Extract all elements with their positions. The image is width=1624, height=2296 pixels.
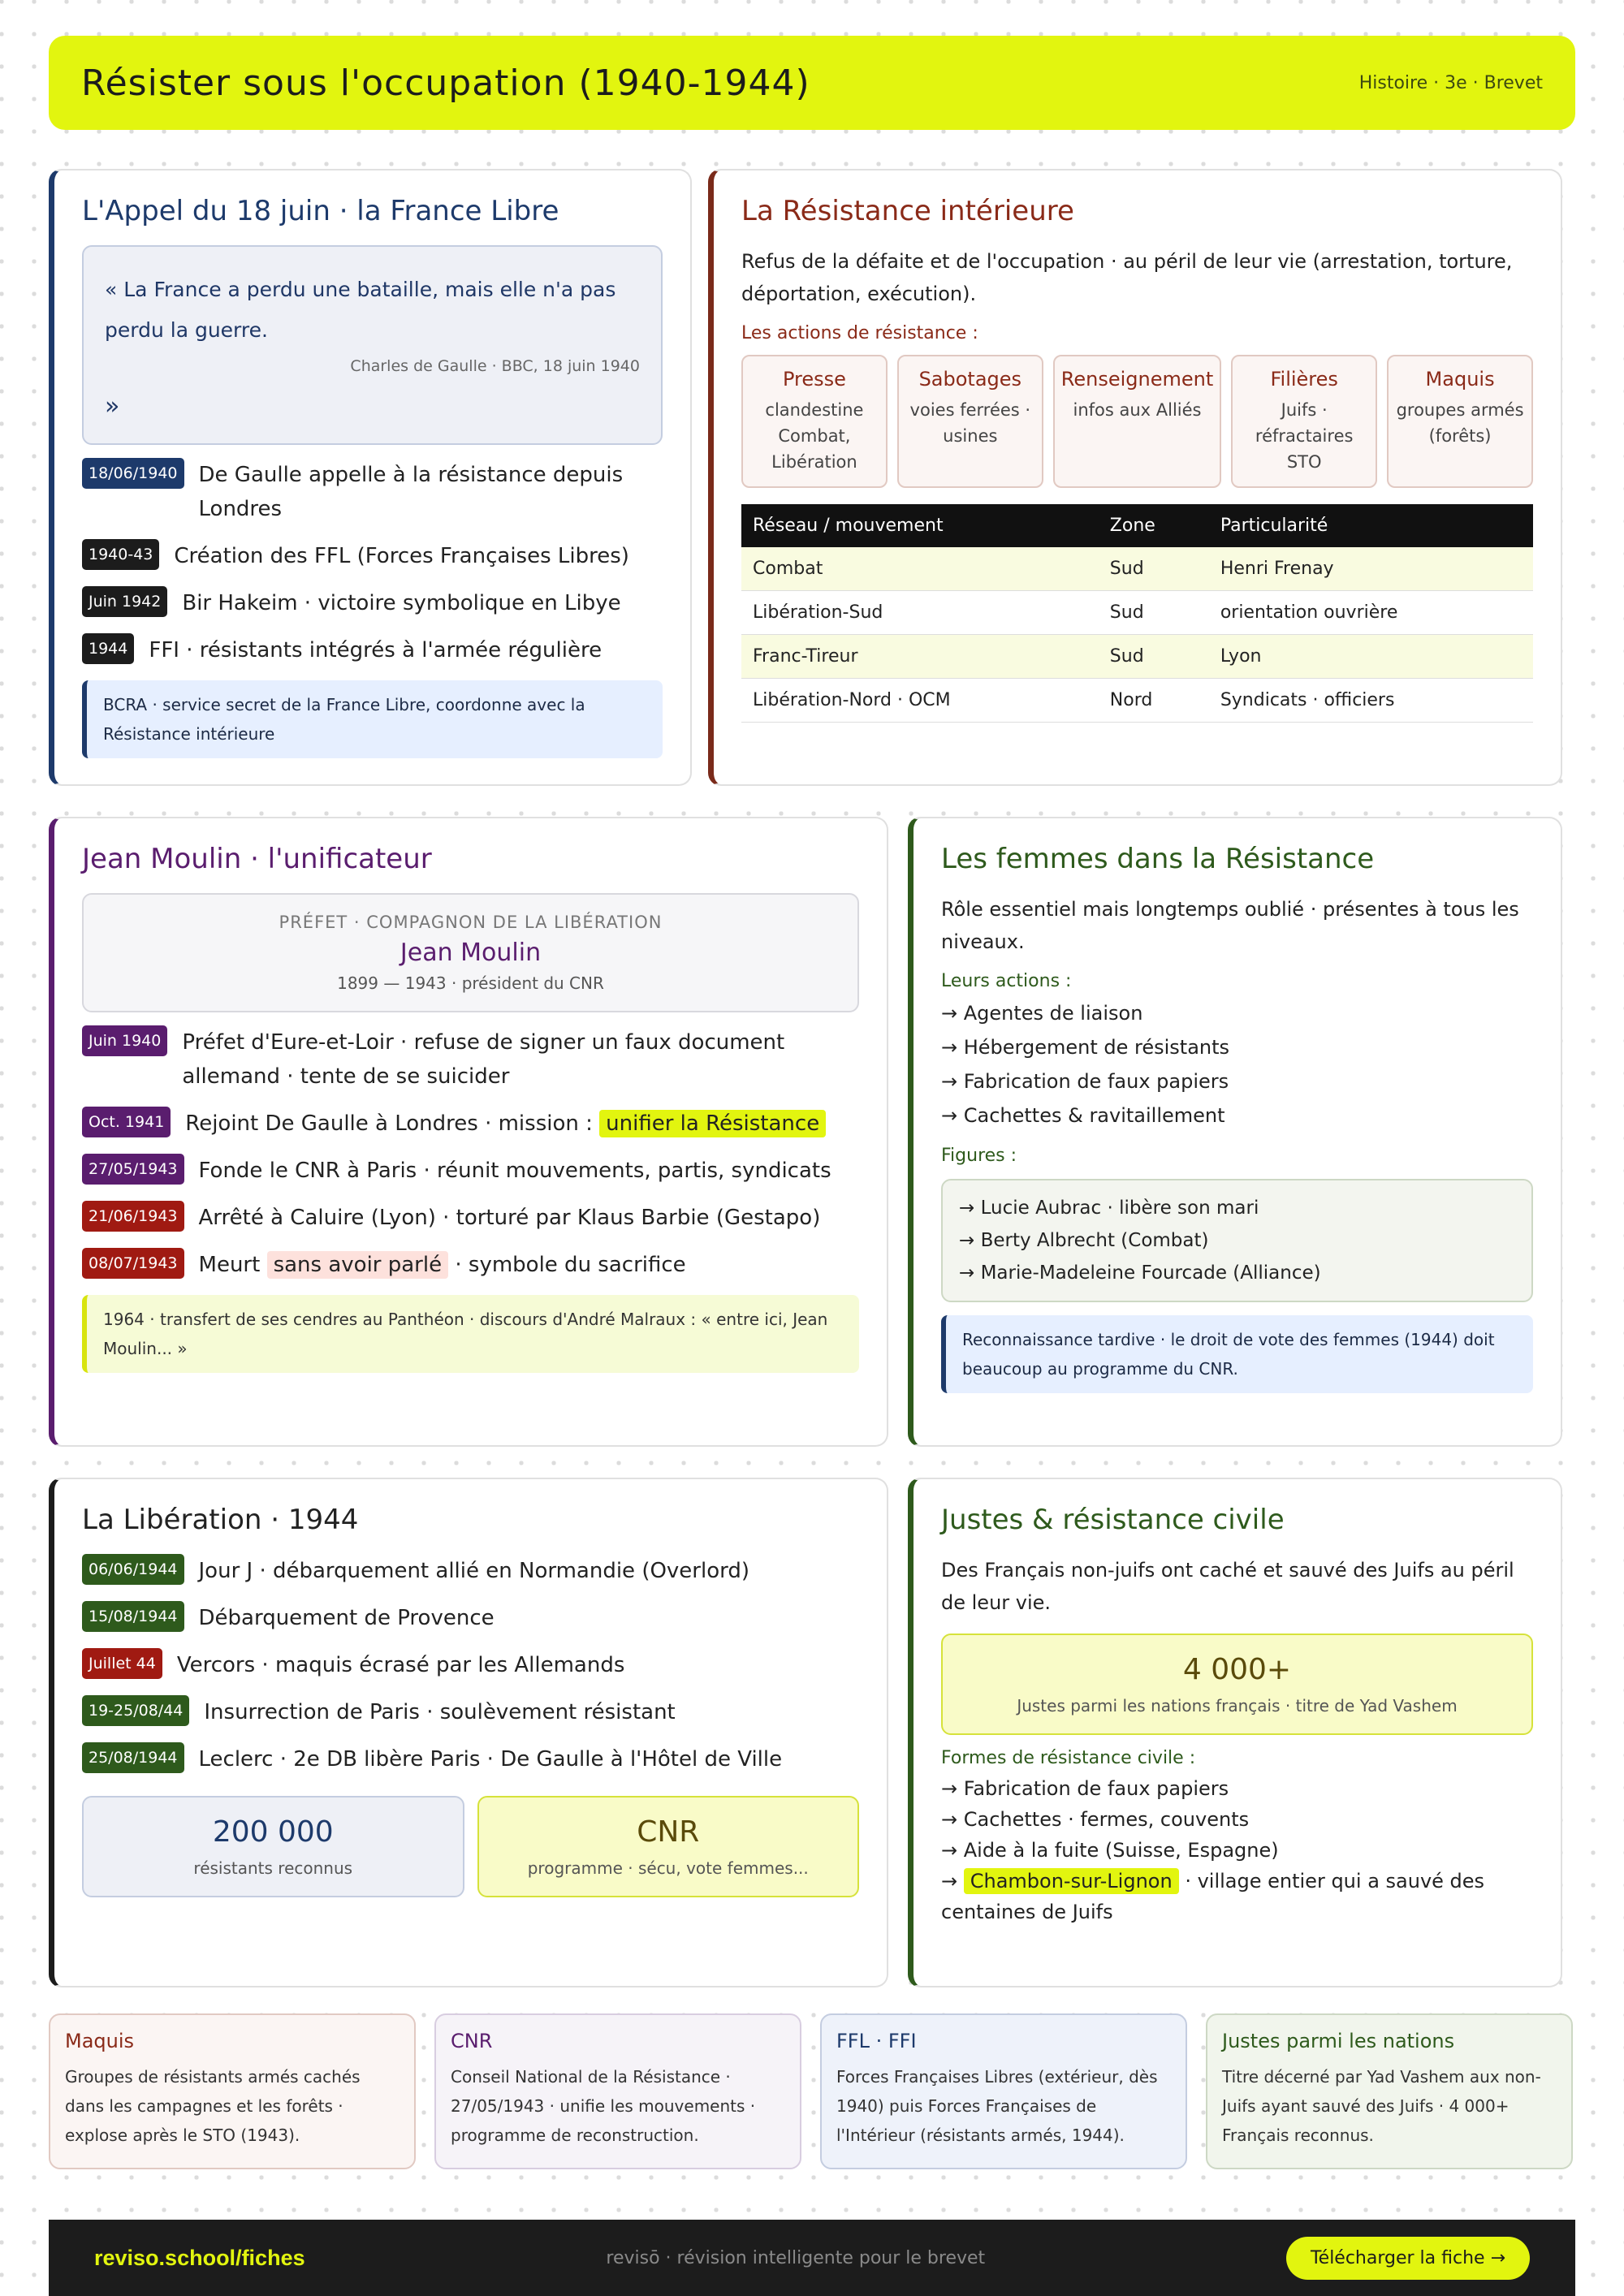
stat-card: [82, 1796, 464, 1897]
timeline-date: Oct. 1941: [82, 1107, 171, 1137]
timeline-text: De Gaulle appelle à la résistance depuis Londres: [198, 463, 624, 521]
femmes-title: Les femmes dans la Résistance: [941, 843, 1375, 875]
column-header: Réseau / mouvement: [741, 504, 1099, 547]
stat-card: [477, 1796, 860, 1897]
action-name: Presse: [782, 368, 846, 391]
timeline-text: Vercors · maquis écrasé par les Allemands: [176, 1653, 625, 1677]
liberation-stats: [82, 1796, 859, 1897]
table-row: [741, 679, 1533, 723]
timeline-text: Débarquement de Provence: [198, 1606, 495, 1630]
table-cell: Henri Frenay: [1209, 547, 1533, 591]
table-cell: Franc-Tireur: [741, 635, 1099, 679]
timeline-item: [82, 1554, 859, 1588]
glossary-definition: Forces Françaises Libres (extérieur, dès 1940) puis Forces Françaises de l'Intérieur (résistants armés, 1944).: [836, 2067, 1158, 2145]
timeline-date: 19-25/08/44: [82, 1695, 189, 1726]
table-row: [741, 591, 1533, 635]
stat-label: résistants reconnus: [193, 1858, 353, 1878]
brand-link[interactable]: reviso.school/fiches: [94, 2245, 305, 2270]
glossary-definition: Conseil National de la Résistance · 27/05/1943 · unifie les mouvements · programme de reconstruction.: [451, 2067, 756, 2145]
highlight: Chambon-sur-Lignon: [964, 1868, 1179, 1894]
moulin-timeline: [82, 1025, 859, 1282]
subject-tag: Histoire · 3e · Brevet: [1358, 72, 1543, 93]
quote-open-mark: «: [105, 278, 118, 301]
table-cell: Lyon: [1209, 635, 1533, 679]
list-item-text: · village entier qui a sauvé des centaines de Juifs: [941, 1870, 1485, 1923]
timeline-text: FFI · résistants intégrés à l'armée régulière: [149, 638, 603, 662]
timeline-date: Juillet 44: [82, 1648, 162, 1679]
table-cell: Sud: [1099, 591, 1209, 635]
glossary-card: [49, 2013, 416, 2169]
list-item: → Hébergement de résistants: [941, 1036, 1230, 1059]
glossary-card: [434, 2013, 801, 2169]
table-cell: Combat: [741, 547, 1099, 591]
interieure-title: La Résistance intérieure: [741, 195, 1074, 227]
glossary-term: CNR: [451, 2030, 493, 2052]
glossary-term: FFL · FFI: [836, 2030, 917, 2052]
action-card: [741, 355, 888, 488]
timeline-text-part: Meurt: [198, 1253, 261, 1277]
forms-label: Formes de résistance civile :: [941, 1748, 1196, 1768]
de-gaulle-quote: [82, 245, 663, 445]
timeline-item: [82, 458, 663, 526]
action-name: Filières: [1270, 368, 1338, 391]
resistance-interieure-card: [708, 169, 1562, 786]
highlight: unifier la Résistance: [599, 1110, 826, 1137]
quote-source: Charles de Gaulle · BBC, 18 juin 1940: [350, 357, 640, 375]
timeline-text: [199, 1248, 686, 1282]
list-item: → Fabrication de faux papiers: [941, 1777, 1229, 1800]
list-item: [941, 1866, 1533, 1927]
page-header: [49, 36, 1575, 130]
action-desc: Juifs · réfractaires STO: [1255, 400, 1354, 472]
list-item: → Lucie Aubrac · libère son mari: [959, 1198, 1259, 1219]
timeline-item: [82, 1154, 859, 1188]
stat-label: Justes parmi les nations français · titre de Yad Vashem: [1017, 1696, 1458, 1716]
timeline-item: [82, 586, 663, 620]
reconnaissance-note: Reconnaissance tardive · le droit de vote des femmes (1944) doit beaucoup au programme du CNR.: [941, 1315, 1533, 1393]
liberation-timeline: [82, 1554, 859, 1776]
stat-value: 4 000+: [1182, 1653, 1292, 1686]
appel-timeline: [82, 458, 663, 667]
networks-table: [741, 504, 1533, 723]
action-name: Renseignement: [1060, 368, 1214, 391]
timeline-item: [82, 1025, 859, 1094]
justes-stat: [941, 1634, 1533, 1735]
timeline-item: [82, 1107, 859, 1141]
action-card: [897, 355, 1043, 488]
glossary-term: Justes parmi les nations: [1222, 2030, 1455, 2052]
timeline-item: [82, 633, 663, 667]
column-header: Zone: [1099, 504, 1209, 547]
timeline-date: Juin 1942: [82, 586, 167, 617]
femmes-actions-list: [941, 996, 1533, 1133]
action-card: [1231, 355, 1377, 488]
table-cell: Syndicats · officiers: [1209, 679, 1533, 723]
moulin-dates: 1899 — 1943 · président du CNR: [337, 973, 604, 993]
timeline-text: Jour J · débarquement allié en Normandie (Overlord): [198, 1559, 750, 1583]
table-cell: Libération-Sud: [741, 591, 1099, 635]
timeline-text: Leclerc · 2e DB libère Paris · De Gaulle à l'Hôtel de Ville: [198, 1747, 783, 1772]
pantheon-note: 1964 · transfert de ses cendres au Panthéon · discours d'André Malraux : « entre ici, Jean Moulin... »: [82, 1295, 859, 1373]
action-desc: groupes armés (forêts): [1396, 400, 1524, 446]
timeline-item: [82, 1648, 859, 1682]
timeline-text: Bir Hakeim · victoire symbolique en Libye: [182, 591, 621, 615]
forms-list: [941, 1773, 1533, 1927]
action-desc: clandestine Combat, Libération: [765, 400, 864, 472]
timeline-date: 15/08/1944: [82, 1601, 184, 1632]
table-header-row: [741, 504, 1533, 547]
justes-intro: Des Français non-juifs ont caché et sauvé des Juifs au péril de leur vie.: [941, 1559, 1514, 1614]
figures-label: Figures :: [941, 1146, 1017, 1166]
action-card: [1387, 355, 1533, 488]
timeline-date: Juin 1940: [82, 1025, 167, 1056]
bcra-note: BCRA · service secret de la France Libre, coordonne avec la Résistance intérieure: [82, 680, 663, 758]
page-footer: [49, 2220, 1575, 2296]
justes-title: Justes & résistance civile: [941, 1504, 1285, 1536]
glossary-definition: Titre décerné par Yad Vashem aux non-Juifs ayant sauvé des Juifs · 4 000+ Français reconnus.: [1222, 2067, 1541, 2145]
list-item: → Agentes de liaison: [941, 1002, 1143, 1025]
timeline-item: [82, 539, 663, 573]
glossary-card: [1206, 2013, 1573, 2169]
stat-value: 200 000: [212, 1815, 334, 1849]
download-button[interactable]: Télécharger la fiche →: [1286, 2237, 1530, 2280]
timeline-date: 1944: [82, 633, 134, 664]
action-desc: voies ferrées · usines: [909, 400, 1031, 446]
interieure-intro: Refus de la défaite et de l'occupation · au péril de leur vie (arrestation, torture, déportation, exécution).: [741, 250, 1513, 305]
timeline-item: [82, 1201, 859, 1235]
list-item: → Fabrication de faux papiers: [941, 1070, 1229, 1093]
action-card: [1053, 355, 1222, 488]
timeline-item: [82, 1601, 859, 1635]
timeline-date: 1940-43: [82, 539, 159, 570]
justes-card: [908, 1478, 1562, 1987]
action-name: Sabotages: [918, 368, 1022, 391]
timeline-date: 18/06/1940: [82, 458, 184, 489]
timeline-date: 21/06/1943: [82, 1201, 184, 1232]
timeline-item: [82, 1695, 859, 1729]
timeline-date: 06/06/1944: [82, 1554, 184, 1585]
list-item: → Aide à la fuite (Suisse, Espagne): [941, 1839, 1279, 1862]
appel-title: L'Appel du 18 juin · la France Libre: [82, 195, 559, 227]
quote-close-mark: »: [105, 392, 120, 421]
table-row: [741, 547, 1533, 591]
timeline-text: Fonde le CNR à Paris · réunit mouvements, partis, syndicats: [198, 1159, 831, 1183]
glossary-card: [820, 2013, 1187, 2169]
column-header: Particularité: [1209, 504, 1533, 547]
timeline-date: 08/07/1943: [82, 1248, 184, 1279]
moulin-name: Jean Moulin: [400, 939, 542, 967]
timeline-text: Arrêté à Caluire (Lyon) · torturé par Klaus Barbie (Gestapo): [198, 1206, 821, 1230]
table-cell: Sud: [1099, 635, 1209, 679]
timeline-date: 25/08/1944: [82, 1742, 184, 1773]
timeline-date: 27/05/1943: [82, 1154, 184, 1185]
footer-tagline: revisō · révision intelligente pour le brevet: [606, 2247, 986, 2268]
arrow-icon: →: [941, 1870, 958, 1892]
jean-moulin-card: [49, 817, 888, 1447]
list-item: → Berty Albrecht (Combat): [959, 1230, 1209, 1251]
moulin-role: PRÉFET · COMPAGNON DE LA LIBÉRATION: [279, 913, 663, 932]
timeline-text: Création des FFL (Forces Françaises Libres): [174, 544, 629, 568]
femmes-intro: Rôle essentiel mais longtemps oublié · présentes à tous les niveaux.: [941, 898, 1519, 953]
page-title: Résister sous l'occupation (1940-1944): [81, 62, 810, 104]
figures-box: [941, 1179, 1533, 1302]
liberation-card: [49, 1478, 888, 1987]
list-item: → Cachettes · fermes, couvents: [941, 1808, 1250, 1831]
timeline-item: [82, 1248, 859, 1282]
moulin-title: Jean Moulin · l'unificateur: [82, 843, 432, 875]
action-name: Maquis: [1425, 368, 1495, 391]
list-item: → Marie-Madeleine Fourcade (Alliance): [959, 1262, 1321, 1284]
timeline-item: [82, 1742, 859, 1776]
timeline-text: Préfet d'Eure-et-Loir · refuse de signer un faux document allemand · tente de se suicider: [182, 1030, 785, 1089]
table-cell: orientation ouvrière: [1209, 591, 1533, 635]
quote-text: La France a perdu une bataille, mais elle n'a pas perdu la guerre.: [105, 278, 616, 342]
femmes-card: [908, 817, 1562, 1447]
table-cell: Nord: [1099, 679, 1209, 723]
glossary-definition: Groupes de résistants armés cachés dans les campagnes et les forêts · explose après le STO (1943).: [65, 2067, 361, 2145]
timeline-text: [185, 1107, 826, 1141]
moulin-id-card: [82, 893, 859, 1012]
timeline-text: Insurrection de Paris · soulèvement résistant: [204, 1700, 676, 1724]
table-row: [741, 635, 1533, 679]
table-cell: Libération-Nord · OCM: [741, 679, 1099, 723]
timeline-text-part: Rejoint De Gaulle à Londres · mission :: [185, 1111, 593, 1136]
stat-label: programme · sécu, vote femmes...: [527, 1858, 809, 1878]
timeline-text-part: · symbole du sacrifice: [455, 1253, 686, 1277]
liberation-title: La Libération · 1944: [82, 1504, 359, 1536]
glossary-term: Maquis: [65, 2030, 135, 2052]
appel-card: [49, 169, 692, 786]
list-item: → Cachettes & ravitaillement: [941, 1104, 1225, 1127]
actions-label: Les actions de résistance :: [741, 323, 978, 343]
femmes-actions-label: Leurs actions :: [941, 971, 1072, 991]
table-cell: Sud: [1099, 547, 1209, 591]
stat-value: CNR: [637, 1815, 700, 1849]
highlight: sans avoir parlé: [267, 1251, 449, 1279]
action-desc: infos aux Alliés: [1073, 400, 1202, 420]
actions-grid: [741, 355, 1533, 488]
